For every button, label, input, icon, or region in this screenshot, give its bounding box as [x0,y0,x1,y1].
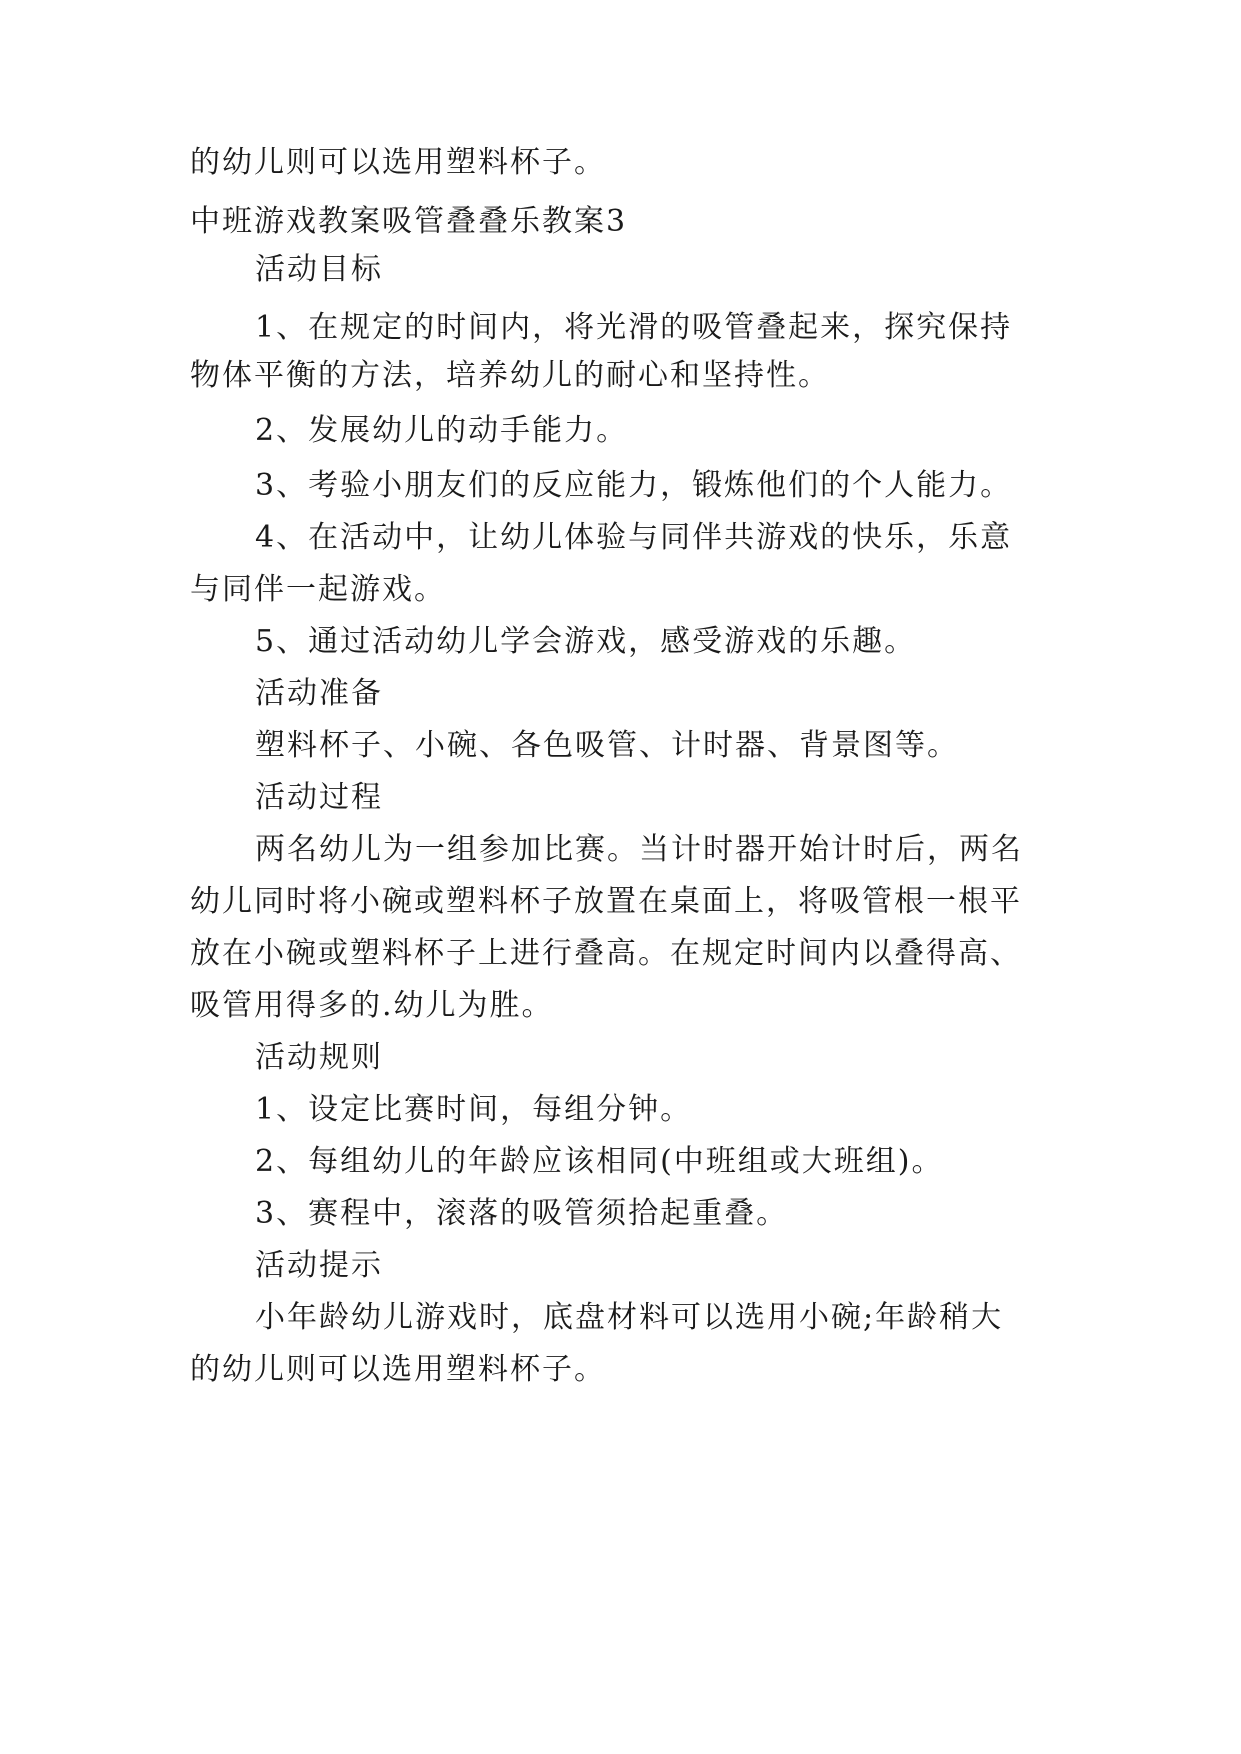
text-line-continuation: 的幼儿则可以选用塑料杯子。 [190,145,606,180]
goal-item-3: 3、考验小朋友们的反应能力，锻炼他们的个人能力。 [255,468,1013,503]
goal-item-4-cont: 与同伴一起游戏。 [190,572,446,607]
rule-item-2: 2、每组幼儿的年龄应该相同(中班组或大班组)。 [255,1144,944,1179]
heading-activity-tips: 活动提示 [255,1248,383,1283]
goal-item-5: 5、通过活动幼儿学会游戏，感受游戏的乐趣。 [255,624,917,659]
prep-materials: 塑料杯子、小碗、各色吸管、计时器、背景图等。 [255,728,959,763]
goal-item-1: 1、在规定的时间内，将光滑的吸管叠起来，探究保持 [255,310,1013,345]
tips-paragraph-line-2: 的幼儿则可以选用塑料杯子。 [190,1352,606,1387]
rule-item-3: 3、赛程中，滚落的吸管须拾起重叠。 [255,1196,789,1231]
section-title: 中班游戏教案吸管叠叠乐教案3 [190,204,628,239]
tips-paragraph-line-1: 小年龄幼儿游戏时，底盘材料可以选用小碗;年龄稍大 [255,1300,1004,1335]
heading-activity-prep: 活动准备 [255,676,383,711]
process-paragraph-line-4: 吸管用得多的.幼儿为胜。 [190,988,554,1023]
goal-item-1-cont: 物体平衡的方法，培养幼儿的耐心和坚持性。 [190,358,830,393]
goal-item-4: 4、在活动中，让幼儿体验与同伴共游戏的快乐，乐意 [255,520,1013,555]
process-paragraph-line-3: 放在小碗或塑料杯子上进行叠高。在规定时间内以叠得高、 [190,936,1022,971]
heading-activity-rules: 活动规则 [255,1040,383,1075]
heading-activity-process: 活动过程 [255,780,383,815]
process-paragraph-line-1: 两名幼儿为一组参加比赛。当计时器开始计时后，两名 [255,832,1023,867]
rule-item-1: 1、设定比赛时间，每组分钟。 [255,1092,693,1127]
process-paragraph-line-2: 幼儿同时将小碗或塑料杯子放置在桌面上，将吸管根一根平 [190,884,1022,919]
heading-activity-goals: 活动目标 [255,252,383,287]
goal-item-2: 2、发展幼儿的动手能力。 [255,413,629,448]
